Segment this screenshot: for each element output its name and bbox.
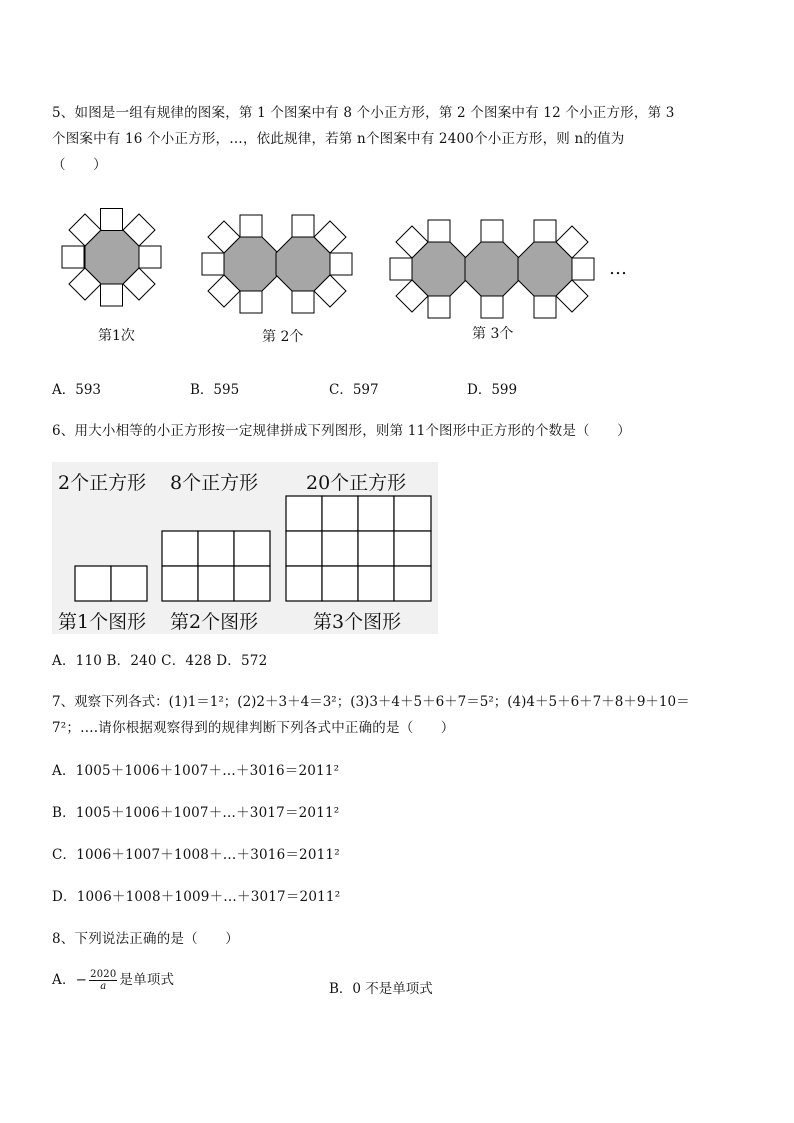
q7-option-d: D．1006＋1008＋1009＋…＋3017＝2011² — [52, 889, 341, 905]
q6-bottom-label-2: 第2个图形 — [170, 611, 259, 633]
q6-bottom-label-1: 第1个图形 — [58, 611, 147, 633]
q5-caption-3: 第 3个 — [472, 326, 514, 342]
q5-answer-paren: （ ） — [52, 157, 107, 173]
q8-stem: 8、下列说法正确的是（ ） — [52, 931, 239, 947]
q5-option-b: B．595 — [190, 382, 240, 398]
q5-caption-1: 第1次 — [98, 328, 135, 344]
q6-options: A．110 B．240 C．428 D．572 — [52, 653, 268, 669]
q6-bottom-label-3: 第3个图形 — [313, 611, 402, 633]
q8-fraction — [89, 969, 117, 992]
q5-pattern-2 — [202, 215, 352, 313]
q6-figure-2 — [162, 531, 270, 601]
q8-fraction-denominator: a — [100, 981, 107, 992]
q8-option-b: B．0 不是单项式 — [329, 981, 433, 997]
q8-option-a — [52, 968, 174, 992]
q6-top-label-2: 8个正方形 — [170, 472, 259, 494]
q5-pattern-figures — [0, 195, 794, 325]
q8-option-a-suffix: 是单项式 — [119, 972, 175, 988]
q7-option-a: A．1005＋1006＋1007＋…＋3016＝2011² — [52, 763, 340, 779]
q5-option-a: A．593 — [52, 382, 102, 398]
q6-top-label-3: 20个正方形 — [306, 472, 407, 494]
q5-stem-line2: 个图案中有 16 个小正方形，…，依此规律，若第 n个图案中有 2400个小正方形，则 n的值为 — [52, 131, 625, 147]
q5-stem-line1: 5、如图是一组有规律的图案，第 1 个图案中有 8 个小正方形，第 2 个图案中有 12 个小正方形，第 3 — [52, 105, 675, 121]
q7-option-b: B．1005＋1006＋1007＋…＋3017＝2011² — [52, 805, 340, 821]
q6-figure-1 — [75, 566, 147, 601]
q6-figure-3 — [286, 496, 431, 601]
q5-caption-2: 第 2个 — [262, 329, 304, 345]
q6-top-label-1: 2个正方形 — [58, 472, 147, 494]
q8-fraction-numerator: 2020 — [90, 969, 117, 980]
q7-option-c: C．1006＋1007＋1008＋…＋3016＝2011² — [52, 847, 340, 863]
q7-stem-line1: 7、观察下列各式：(1)1＝1²；(2)2＋3＋4＝3²；(3)3＋4＋5＋6＋7＝5²；(4)4＋5＋6＋7＋8＋9＋10＝ — [52, 694, 690, 710]
q8-option-a-prefix: A．− — [52, 972, 88, 988]
q7-stem-line2: 7²；….请你根据观察得到的规律判断下列各式中正确的是（ ） — [52, 720, 455, 736]
q5-option-d: D．599 — [467, 382, 518, 398]
q5-option-c: C．597 — [329, 382, 379, 398]
q6-stem: 6、用大小相等的小正方形按一定规律拼成下列图形，则第 11个图形中正方形的个数是（ ） — [52, 423, 631, 439]
q5-pattern-1 — [62, 209, 161, 307]
q5-pattern-3 — [390, 220, 594, 318]
q6-grid-figures — [0, 490, 794, 605]
q5-ellipsis: … — [609, 258, 627, 279]
